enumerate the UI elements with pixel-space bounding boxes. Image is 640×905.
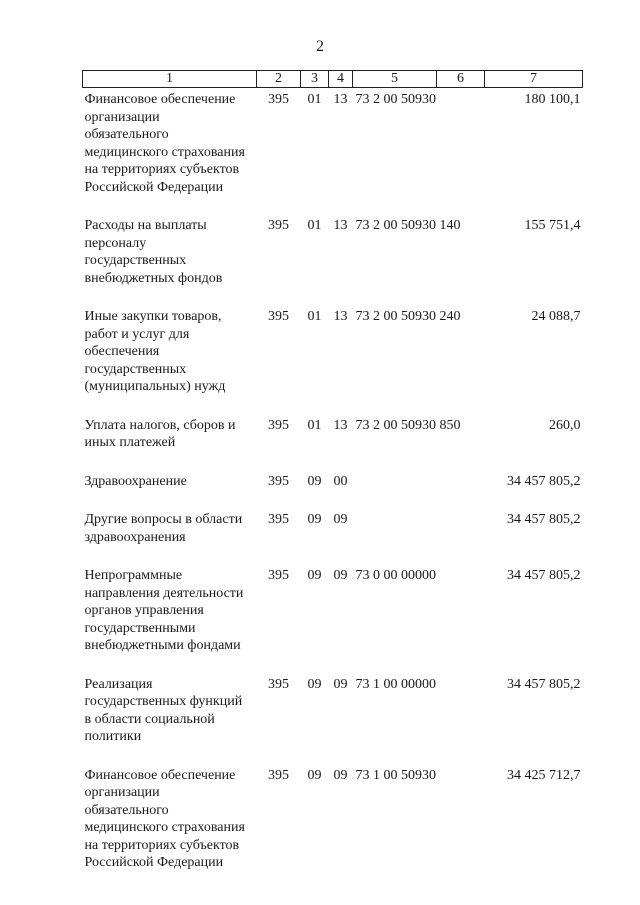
- expense-type-cell: [437, 676, 485, 767]
- subsection-code-cell: 13: [333, 417, 348, 433]
- subsection-code-cell: 00: [333, 473, 348, 489]
- expense-type-cell: [437, 88, 485, 218]
- admin-code-cell: 395: [268, 417, 289, 433]
- amount-cell: 24 088,7: [531, 309, 581, 324]
- row-name-line: Реализация: [84, 676, 153, 692]
- section-code-cell: 01: [307, 417, 322, 433]
- table-row: [83, 217, 583, 308]
- column-header: 2: [257, 71, 301, 88]
- target-article-cell: 73 0 00 00000: [355, 568, 436, 583]
- row-name-line: организации: [84, 785, 160, 800]
- page-number: 2: [316, 38, 324, 55]
- amount-cell: 180 100,1: [524, 92, 581, 107]
- row-name-line: работ и услуг для: [84, 326, 190, 342]
- row-name-line: государственных: [84, 253, 187, 268]
- admin-code-cell: 395: [268, 676, 289, 692]
- table-row: [83, 417, 583, 473]
- row-name-line: медицинского страхования: [84, 820, 245, 835]
- row-name-cell: [83, 88, 257, 218]
- subsection-code-cell: 09: [333, 767, 348, 783]
- amount-cell: 34 425 712,7: [507, 767, 581, 783]
- row-name-line: организации: [84, 109, 160, 125]
- row-name-cell: [83, 767, 257, 893]
- admin-code-cell: 395: [268, 473, 289, 489]
- row-name-line: Иные закупки товаров,: [84, 309, 222, 324]
- row-name-line: Непрограммные: [84, 568, 183, 583]
- target-article-cell: [353, 511, 437, 567]
- subsection-code-cell: 09: [333, 512, 348, 527]
- row-name-line: здравоохранения: [84, 529, 186, 545]
- section-code-cell: 09: [307, 568, 322, 583]
- row-name-line: на территориях субъектов: [84, 162, 240, 177]
- row-name-line: органов управления: [84, 603, 204, 618]
- row-name-line: Уплата налогов, сборов и: [84, 417, 236, 433]
- subsection-code-cell: 09: [333, 676, 348, 692]
- amount-cell: 260,0: [549, 417, 581, 433]
- admin-code-cell: 395: [268, 309, 289, 324]
- row-name-line: Другие вопросы в области: [84, 512, 243, 527]
- row-name-line: персоналу: [84, 235, 147, 251]
- row-name-line: направления деятельности: [84, 585, 244, 601]
- row-name-line: Финансовое обеспечение: [84, 92, 236, 107]
- table-row: [83, 767, 583, 893]
- table-row: [83, 676, 583, 767]
- row-name-line: медицинского страхования: [84, 144, 245, 160]
- column-header: 7: [485, 71, 583, 88]
- section-code-cell: 09: [307, 512, 322, 527]
- row-name-line: Здравоохранение: [84, 473, 187, 489]
- expense-type-cell: 240: [439, 309, 461, 324]
- expense-type-cell: 850: [439, 417, 461, 433]
- row-name-line: государственных функций: [84, 694, 243, 709]
- table-row: [83, 473, 583, 512]
- row-name-cell: [83, 217, 257, 308]
- admin-code-cell: 395: [268, 568, 289, 583]
- row-name-line: на территориях субъектов: [84, 837, 240, 853]
- section-code-cell: 09: [307, 473, 322, 489]
- target-article-cell: [353, 473, 437, 512]
- expense-type-cell: [437, 473, 485, 512]
- column-header: 6: [437, 71, 485, 88]
- section-code-cell: 01: [307, 309, 322, 324]
- admin-code-cell: 395: [268, 767, 289, 783]
- row-name-line: Российской Федерации: [84, 179, 224, 195]
- column-header: 5: [353, 71, 437, 88]
- expense-type-cell: 140: [439, 218, 461, 233]
- column-header: 3: [301, 71, 329, 88]
- table-row: [83, 88, 583, 218]
- admin-code-cell: 395: [268, 512, 289, 527]
- row-name-line: Российской Федерации: [84, 855, 224, 870]
- table-row: [83, 567, 583, 676]
- expense-type-cell: [437, 511, 485, 567]
- admin-code-cell: 395: [268, 92, 289, 107]
- row-name-cell: [83, 308, 257, 417]
- row-name-line: (муниципальных) нужд: [84, 379, 226, 394]
- target-article-cell: 73 2 00 50930: [355, 218, 436, 233]
- admin-code-cell: 395: [268, 218, 289, 233]
- section-code-cell: 01: [307, 92, 322, 107]
- subsection-code-cell: 13: [333, 218, 348, 233]
- row-name-line: Расходы на выплаты: [84, 218, 207, 233]
- row-name-line: иных платежей: [84, 435, 176, 450]
- row-name-cell: [83, 567, 257, 676]
- section-code-cell: 01: [307, 218, 322, 233]
- row-name-line: внебюджетными фондами: [84, 638, 241, 653]
- row-name-cell: [83, 417, 257, 473]
- amount-cell: 34 457 805,2: [507, 473, 581, 489]
- subsection-code-cell: 13: [333, 92, 348, 107]
- target-article-cell: 73 2 00 50930: [355, 309, 436, 324]
- column-header: 1: [83, 71, 257, 88]
- target-article-cell: 73 2 00 50930: [355, 417, 436, 433]
- row-name-line: в области социальной: [84, 711, 215, 727]
- subsection-code-cell: 09: [333, 568, 348, 583]
- row-name-line: обязательного: [84, 127, 169, 142]
- column-header: 4: [329, 71, 353, 88]
- row-name-line: внебюджетных фондов: [84, 270, 223, 286]
- budget-table: [82, 70, 583, 893]
- subsection-code-cell: 13: [333, 309, 348, 324]
- row-name-line: политики: [84, 729, 142, 744]
- expense-type-cell: [437, 767, 485, 893]
- amount-cell: 34 457 805,2: [507, 676, 581, 692]
- section-code-cell: 09: [307, 767, 322, 783]
- row-name-line: Финансовое обеспечение: [84, 767, 236, 783]
- target-article-cell: 73 1 00 50930: [355, 767, 436, 783]
- amount-cell: 34 457 805,2: [507, 568, 581, 583]
- table-row: [83, 308, 583, 417]
- table-row: [83, 511, 583, 567]
- section-code-cell: 09: [307, 676, 322, 692]
- row-name-line: обязательного: [84, 802, 169, 818]
- row-name-cell: [83, 511, 257, 567]
- expense-type-cell: [437, 567, 485, 676]
- row-name-cell: [83, 473, 257, 512]
- amount-cell: 155 751,4: [524, 218, 581, 233]
- table-header-row: [83, 71, 583, 88]
- row-name-line: государственных: [84, 361, 187, 377]
- amount-cell: 34 457 805,2: [507, 512, 581, 527]
- target-article-cell: 73 1 00 00000: [355, 676, 436, 692]
- row-name-cell: [83, 676, 257, 767]
- target-article-cell: 73 2 00 50930: [355, 92, 436, 107]
- row-name-line: государственными: [84, 620, 196, 636]
- row-name-line: обеспечения: [84, 344, 160, 359]
